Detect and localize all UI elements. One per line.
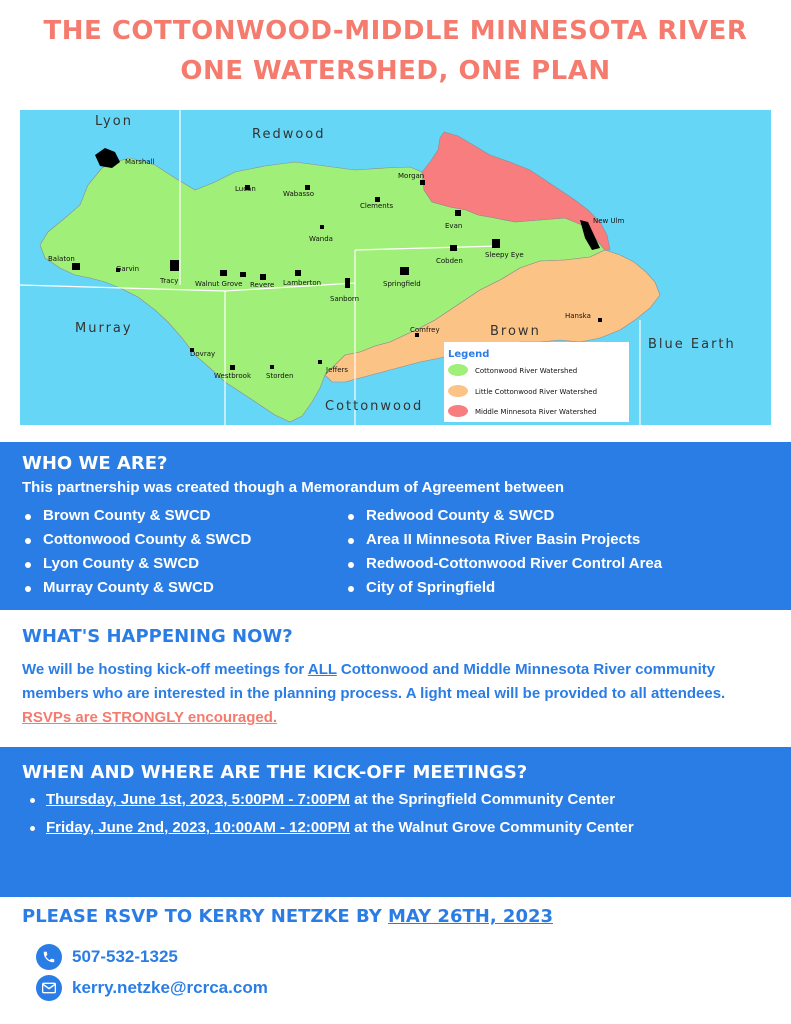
partner-item: Cottonwood County & SWCD bbox=[22, 528, 251, 552]
county-label-blue-earth: Blue Earth bbox=[648, 337, 736, 352]
partner-list-right bbox=[345, 504, 662, 600]
city-label: Marshall bbox=[125, 158, 155, 166]
page-title-line-1: THE COTTONWOOD-MIDDLE MINNESOTA RIVER bbox=[43, 16, 748, 46]
county-label-lyon: Lyon bbox=[95, 114, 133, 129]
phone-contact[interactable] bbox=[36, 944, 178, 970]
legend-swatch-middle-minnesota bbox=[448, 405, 468, 417]
meeting-date: Thursday, June 1st, 2023, 5:00PM - 7:00PM bbox=[46, 791, 351, 808]
city-label: Jeffers bbox=[326, 366, 349, 374]
legend-swatch-cottonwood bbox=[448, 364, 468, 376]
legend-label: Middle Minnesota River Watershed bbox=[475, 408, 597, 416]
rsvp-heading bbox=[22, 906, 553, 927]
paragraph-text: Cottonwood and Middle Minnesota River community members who are interested in the planning process. A light meal will be provided to all attendees. bbox=[22, 661, 726, 702]
paragraph-text: We will be hosting kick-off meetings for bbox=[22, 661, 308, 678]
emphasis-all: ALL bbox=[307, 661, 337, 678]
watershed-map bbox=[20, 110, 771, 425]
partner-item: Area II Minnesota River Basin Projects bbox=[345, 528, 662, 552]
meeting-item bbox=[26, 816, 766, 840]
city-label: Lucan bbox=[235, 185, 256, 193]
meeting-item bbox=[26, 788, 766, 812]
legend-swatch-little-cottonwood bbox=[448, 385, 468, 397]
rsvp-prefix: PLEASE RSVP TO KERRY NETZKE BY bbox=[22, 906, 388, 927]
who-we-are-section bbox=[0, 442, 791, 610]
email-contact[interactable] bbox=[36, 975, 268, 1001]
county-label-redwood: Redwood bbox=[252, 127, 326, 142]
legend-label: Cottonwood River Watershed bbox=[475, 367, 578, 375]
legend-label: Little Cottonwood River Watershed bbox=[475, 388, 598, 396]
city-label: Cobden bbox=[436, 257, 463, 265]
city-label: Comfrey bbox=[410, 326, 440, 334]
section-heading: WHO WE ARE? bbox=[22, 453, 168, 474]
city-label: Clements bbox=[360, 202, 394, 210]
city-label: New Ulm bbox=[593, 217, 625, 225]
city-label: Evan bbox=[445, 222, 463, 230]
happening-paragraph bbox=[22, 658, 772, 730]
meeting-date: Friday, June 2nd, 2023, 10:00AM - 12:00PM bbox=[46, 819, 351, 836]
map-legend bbox=[444, 342, 629, 422]
envelope-icon bbox=[36, 975, 62, 1001]
city-label: Springfield bbox=[383, 280, 421, 288]
city-label: Wanda bbox=[309, 235, 333, 243]
city-label: Garvin bbox=[116, 265, 140, 273]
city-label: Revere bbox=[250, 281, 275, 289]
city-label: Walnut Grove bbox=[195, 280, 243, 288]
city-label: Lamberton bbox=[283, 279, 322, 287]
meeting-place: at the Springfield Community Center bbox=[350, 791, 616, 808]
city-label: Sanborn bbox=[330, 295, 360, 303]
meeting-place: at the Walnut Grove Community Center bbox=[350, 819, 634, 836]
rsvp-encouraged-text: RSVPs are STRONGLY encouraged. bbox=[22, 709, 278, 726]
page-title-line-2: ONE WATERSHED, ONE PLAN bbox=[180, 56, 611, 86]
partner-item: Murray County & SWCD bbox=[22, 576, 251, 600]
city-label: Storden bbox=[266, 372, 294, 380]
rsvp-deadline: MAY 26TH, 2023 bbox=[388, 906, 554, 927]
city-label: Sleepy Eye bbox=[485, 251, 524, 259]
partner-item: Redwood County & SWCD bbox=[345, 504, 662, 528]
phone-icon bbox=[36, 944, 62, 970]
email-address[interactable]: kerry.netzke@rcrca.com bbox=[72, 978, 268, 997]
section-heading: WHAT'S HAPPENING NOW? bbox=[22, 626, 293, 647]
county-label-murray: Murray bbox=[75, 321, 133, 336]
partner-item: Redwood-Cottonwood River Control Area bbox=[345, 552, 662, 576]
city-label: Westbrook bbox=[214, 372, 251, 380]
meeting-list bbox=[26, 788, 766, 844]
meetings-section bbox=[0, 747, 791, 897]
city-label: Tracy bbox=[160, 277, 179, 285]
city-label: Dovray bbox=[190, 350, 216, 358]
city-label: Hanska bbox=[565, 312, 591, 320]
county-label-cottonwood: Cottonwood bbox=[325, 399, 424, 414]
county-label-brown: Brown bbox=[490, 324, 541, 339]
partner-list-left bbox=[22, 504, 251, 600]
city-label: Morgan bbox=[398, 172, 425, 180]
legend-title: Legend bbox=[448, 349, 490, 360]
city-label: Balaton bbox=[48, 255, 75, 263]
partner-item: City of Springfield bbox=[345, 576, 662, 600]
phone-number[interactable]: 507-532-1325 bbox=[72, 947, 178, 966]
partner-item: Brown County & SWCD bbox=[22, 504, 251, 528]
partnership-intro: This partnership was created though a Memorandum of Agreement between bbox=[22, 479, 565, 496]
partner-item: Lyon County & SWCD bbox=[22, 552, 251, 576]
section-heading: WHEN AND WHERE ARE THE KICK-OFF MEETINGS? bbox=[22, 762, 528, 783]
city-label: Wabasso bbox=[283, 190, 315, 198]
